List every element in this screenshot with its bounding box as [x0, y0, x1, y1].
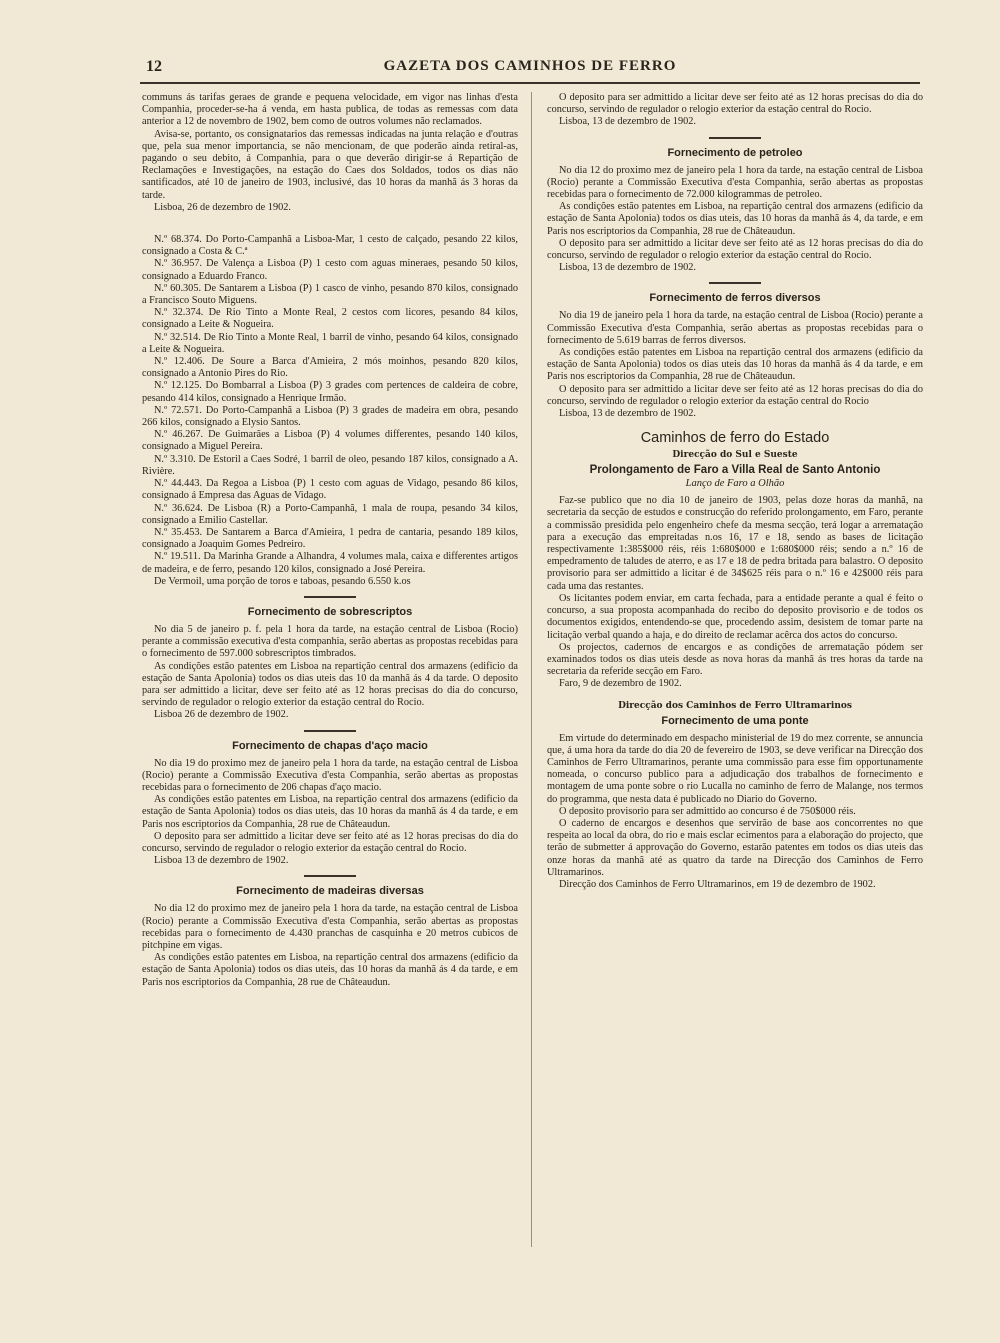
major-heading: Caminhos de ferro do Estado — [640, 430, 830, 447]
list-item: N.º 12.406. De Soure a Barca d'Amieira, 2 mós moinhos, pesando 820 kilos, consignado a Antonio Pires do Rio. — [142, 356, 518, 380]
list-item: N.º 60.305. De Santarem a Lisboa (P) 1 casco de vinho, pesando 870 kilos, consignado a Francisco Souto Miguens. — [142, 282, 518, 307]
notice-paragraph: Os licitantes podem enviar, em carta fechada, para a entidade perante a qual é feito o concurso, a sua proposta acompanhada do recibo do deposito provisorio e de todos os documentos exigidos, entendendo-se que, procedendo assim, desistem de tomar parte na licitação verbal quando a haja, e do direito de reclamar acêrca dos actos do concurso. — [547, 592, 923, 641]
notice-paragraph: No dia 5 de janeiro p. f. pela 1 hora da tarde, na estação central de Lisboa (Rocio) perante a commissão executiva d'esta companhia, serão abertas as propostas recebidas para o fornecimento de 597.000 sobrescriptos timbrados. — [142, 623, 518, 660]
section-heading: Fornecimento de uma ponte — [661, 714, 809, 727]
list-item: N.º 72.571. Do Porto-Campanhã a Lisboa (P) 3 grades de madeira em obra, pesando 266 kilos, consignado a Elysio Santos. — [142, 404, 518, 429]
section-divider — [304, 596, 356, 598]
list-item: N.º 19.511. Da Marinha Grande a Alhandra, 4 volumes mala, caixa e differentes artigos de madeira, e de ferro, pesando 120 kilos, consignado a José Pereira. — [142, 551, 518, 575]
notice-paragraph: As condições estão patentes em Lisboa, na repartição central dos armazens (edificio da estação de Santa Apolonia) todos os dias uteis, das 10 horas da manhã ás 4 da tarde, e em Paris nos escriptorios da Companhia, 28 rue de Châteaudun. — [142, 794, 518, 830]
column-divider — [531, 92, 532, 1247]
department-subheading: Direcção do Sul e Sueste — [672, 450, 798, 461]
journal-title: GAZETA DOS CAMINHOS DE FERRO — [383, 58, 677, 74]
notice-date: Faro, 9 de dezembro de 1902. — [559, 678, 682, 690]
notice-date: Lisboa, 26 de dezembro de 1902. — [154, 201, 291, 213]
list-item: N.º 12.125. Do Bombarral a Lisboa (P) 3 grades com pertences de caldeira de cobre, pesando 414 kilos, consignado a Henrique Irmão. — [142, 380, 518, 404]
notice-paragraph: O deposito para ser admittido a licitar deve ser feito até as 12 horas precisas do dia do concurso, servindo de regulador o relogio exterior da estação central do Rocio — [547, 383, 923, 407]
notice-paragraph: O caderno de encargos e desenhos que servirão de base aos concorrentes no que respeita ao local da obra, do rio e mais esclar ecimentos para a elaboração do projecto, que terão de submetter á approvação do Governo, estarão patentes em todos os dias uteis das onze horas da manhã até as quatro da tarde na Direcção dos Caminhos de Ferro Ultramarinos. — [547, 817, 923, 878]
section-heading: Fornecimento de ferros diversos — [649, 292, 821, 305]
notice-paragraph: Direcção dos Caminhos de Ferro Ultramarinos, em 19 de dezembro de 1902. — [559, 878, 876, 890]
notice-paragraph: As condições estão patentes em Lisboa na repartição central dos armazens (edificio da estação de Santa Apolonia) todos os dias uteis das 10 da manhã ás 4 da tarde. O deposito para ser admittido a licitar, deve ser feito até as 12 horas precisas do dia do concurso, servindo de regulador o relogio exterior da estação central do Rocio. — [142, 660, 518, 709]
notice-paragraph: Em virtude do determinado em despacho ministerial de 19 do mez corrente, se annuncia que, á uma hora da tarde do dia 20 de fevereiro de 1903, se deve verificar na Direcção dos Caminhos de Ferro Ultramarinos, perante uma commissão para esse fim opportunamente nomeada, o concurso publico para a adjudicação dos trabalhos de fornecimento e montagem de uma ponte sobre o rio Lucalla no caminho de ferro de Malange, nos termos do programma, que nesta data é publicado no Diario do Governo. — [547, 732, 923, 805]
list-item: N.º 32.374. De Rio Tinto a Monte Real, 2 cestos com licores, pesando 84 kilos, consignado a Leite & Nogueira. — [142, 307, 518, 331]
list-item: N.º 44.443. Da Regoa a Lisboa (P) 1 cesto com aguas de Vidago, pesando 86 kilos, consignado á Empresa das Aguas de Vidago. — [142, 478, 518, 502]
notice-paragraph: No dia 19 de janeiro pela 1 hora da tarde, na estação central de Lisboa (Rocio) perante a Commissão Executiva d'esta Companhia, serão abertas as propostas recebidas para o fornecimento de 5.619 barras de ferros diversos. — [547, 310, 923, 346]
notice-paragraph: O deposito para ser admittido a licitar deve ser feito até as 12 horas precisas do dia do concurso, servindo de regulador o relogio exterior da estação central do Rocio. — [547, 237, 923, 262]
notice-paragraph: No dia 12 do proximo mez de janeiro pela 1 hora da tarde, na estação central de Lisboa (Rocio) perante a Commissão Executiva d'esta Companhia, serão abertas as propostas recebidas para o fornecimento de 72.000 kilogrammas de petroleo. — [547, 164, 923, 201]
notice-paragraph: O deposito para ser admittido a licitar deve ser feito até as 12 horas precisas do dia do concurso, servindo de regulador o relogio exterior da estação central do Rocio. — [547, 92, 923, 116]
list-item: De Vermoil, uma porção de toros e taboas, pesando 6.550 k.os — [154, 575, 411, 587]
notice-date: Lisboa, 13 de dezembro de 1902. — [559, 116, 696, 128]
section-heading: Fornecimento de chapas d'aço macio — [232, 739, 428, 752]
notice-date: Lisboa, 13 de dezembro de 1902. — [559, 262, 696, 274]
notice-paragraph: O deposito para ser admittido a licitar deve ser feito até as 12 horas precisas do dia do concurso, servindo de regulador o relogio exterior da estação central do Rocio. — [142, 830, 518, 854]
notice-paragraph: As condições estão patentes em Lisboa, na repartição central dos armazens (edificio da estação de Santa Apolonia) todos os dias uteis, das 10 horas da manhã ás 4, da tarde, e em Paris nos escriptorios da Companhia, 28 rue de Châteaudun. — [547, 201, 923, 237]
notice-paragraph: Faz-se publico que no dia 10 de janeiro de 1903, pelas doze horas da manhã, na secretaria da secção de estudos e construcção do referido prolongamento, em Faro, perante a commissão presidida pelo engenheiro chefe da mesma secção, terá logar a arrematação para a execução das empreitadas n.os 16, 17 e 18, sendo as bases de licitação respectivamente 1:385$000 réis, réis 1:680$000 e 1:680$000 réis; sendo a n.º 16 de empedramento de taludes de aterro, e as 17 e 18 de pedra britada para balastro. O deposito provisorio para ser admittido a licitar é de 34$625 réis para o n.º 16 e 42$000 réis para cada uma das restantes. — [547, 495, 923, 592]
section-heading: Fornecimento de madeiras diversas — [236, 885, 424, 898]
notice-paragraph: O deposito provisorio para ser admittido ao concurso é de 750$000 réis. — [559, 805, 856, 817]
section-heading: Fornecimento de sobrescriptos — [247, 605, 413, 618]
notice-paragraph: Os projectos, cadernos de encargos e as condições de arrematação pódem ser examinados todos os dias uteis desde as nova horas da manhã ás tres horas da tarde na secretaria da referide secção em Faro. — [547, 641, 923, 678]
notice-date: Lisboa 13 de dezembro de 1902. — [154, 855, 289, 867]
notice-date: Lisboa 26 de dezembro de 1902. — [154, 709, 289, 721]
list-item: N.º 32.514. De Rio Tinto a Monte Real, 1 barril de vinho, pesando 64 kilos, consignado a Leite & Nogueira. — [142, 331, 518, 355]
section-heading: Prolongamento de Faro a Villa Real de Santo Antonio — [589, 464, 881, 477]
page-number: 12 — [146, 58, 162, 75]
notice-paragraph: As condições estão patentes em Lisboa, na repartição central dos armazens (edificio da estação de Santa Apolonia) todos os dias uteis, das 10 horas da manhã ás 4 da tarde, e em Paris nos escriptorios da Companhia, 28 rue de Châteaudun. — [142, 952, 518, 988]
department-subheading: Direcção dos Caminhos de Ferro Ultramarinos — [618, 700, 852, 711]
notice-paragraph: No dia 12 do proximo mez de janeiro pela 1 hora da tarde, na estação central de Lisboa (Rocio) perante a Commissão Executiva d'esta Companhia, serão abertas as propostas recebidas para o fornecimento de 4.430 pranchas de casquinha e 20 metros cubicos de pitchpine em vigas. — [142, 903, 518, 951]
section-divider — [709, 282, 761, 284]
list-item: N.º 68.374. Do Porto-Campanhã a Lisboa-Mar, 1 cesto de calçado, pesando 22 kilos, consignado a Costa & C.ª — [142, 234, 518, 258]
notice-paragraph: As condições estão patentes em Lisboa na repartição central dos armazens (edificio da estação de Santa Apolonia) todos os dias uteis das 10 horas da manhã ás 4 da tarde, e em Paris nos escriptorios da Companhia, 28 rue de Châteaudun. — [547, 347, 923, 383]
notice-paragraph: communs ás tarifas geraes de grande e pequena velocidade, em vigor nas linhas d'esta Companhia, proceder-se-ha á venda, em hasta publica, de todas as remessas com data anterior a 12 de novembro de 1902, bem como de outros volumes não reclamados. — [142, 92, 518, 128]
section-divider — [304, 730, 356, 732]
left-column — [142, 92, 518, 1332]
section-divider — [709, 137, 761, 139]
page-header — [140, 56, 920, 84]
italic-subheading: Lanço de Faro a Olhão — [685, 478, 785, 490]
notice-date: Lisboa, 13 de dezembro de 1902. — [559, 408, 696, 420]
section-heading: Fornecimento de petroleo — [667, 146, 803, 159]
section-divider — [304, 875, 356, 877]
notice-paragraph: No dia 19 do proximo mez de janeiro pela 1 hora da tarde, na estação central de Lisboa (Rocio) perante a Commissão Executiva d'esta Companhia, serão abertas as propostas recebidas para o fornecimento de 206 chapas d'aço macio. — [142, 757, 518, 793]
notice-paragraph: Avisa-se, portanto, os consignatarios das remessas indicadas na junta relação e d'outras que, pela sua menor importancia, se não mencionam, de que poderão ainda retiral-as, pagando o seu debito, á Companhia, para o que deverão dirigir-se á Repartição de Reclamações e Investigações, na estação do Caes dos Soldados, todos os dias não santificados, até 10 de janeiro de 1903, inclusivé, das 10 horas da manhã ás 3 horas da tarde. — [142, 128, 518, 201]
list-item: N.º 36.624. De Lisboa (R) a Porto-Campanhã, 1 mala de roupa, pesando 34 kilos, consignado a Emilio Castellar. — [142, 502, 518, 526]
consignment-list — [142, 234, 518, 588]
list-item: N.º 3.310. De Estoril a Caes Sodré, 1 barril de oleo, pesando 187 kilos, consignado a A. Rivière. — [142, 453, 518, 477]
list-item: N.º 36.957. De Valença a Lisboa (P) 1 cesto com aguas mineraes, pesando 50 kilos, consignado a Eduardo Franco. — [142, 258, 518, 282]
list-item: N.º 35.453. De Santarem a Barca d'Amieira, 1 pedra de cantaria, pesando 189 kilos, consignado a Joaquim Gomes Pedreiro. — [142, 526, 518, 551]
right-column — [547, 92, 923, 1332]
list-item: N.º 46.267. De Guimarães a Lisboa (P) 4 volumes differentes, pesando 140 kilos, consignado a Miguel Pereira. — [142, 429, 518, 453]
